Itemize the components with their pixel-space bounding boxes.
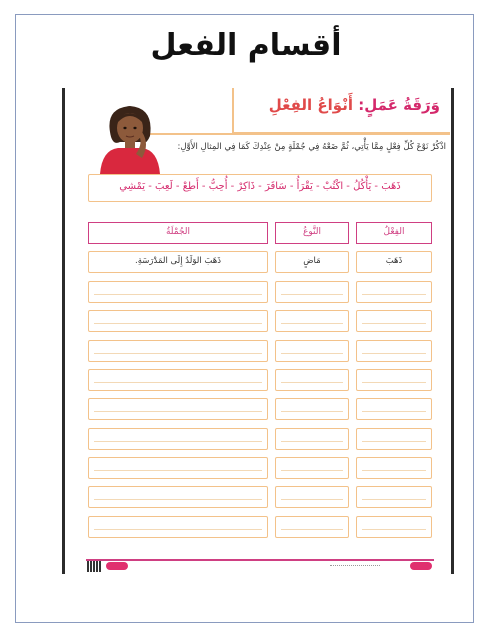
type-answer-cell[interactable] bbox=[275, 486, 349, 508]
sentence-answer-cell[interactable] bbox=[88, 398, 268, 420]
type-answer-cell[interactable] bbox=[275, 340, 349, 362]
verb-answer-cell[interactable] bbox=[356, 428, 432, 450]
footer-divider bbox=[86, 559, 434, 561]
instruction-text: اذْكُرْ نَوْعَ كُلِّ فِعْلٍ مِمَّا يَأْتِي، ثُمَّ ضَعْهُ فِي جُمْلَةٍ مِنْ عِنْدِكَ كَمَا فِي المِثالِ الأَوَّلِ: bbox=[177, 142, 446, 152]
type-answer-cell[interactable] bbox=[275, 516, 349, 538]
header-verb: الفِعْلُ bbox=[356, 222, 432, 244]
example-sentence: ذَهَبَ الوَلَدُ إِلَى المَدْرَسَةِ. bbox=[135, 256, 221, 266]
sentence-answer-cell[interactable] bbox=[88, 369, 268, 391]
verb-list-box bbox=[88, 174, 432, 202]
type-answer-cell[interactable] bbox=[275, 310, 349, 332]
example-verb: ذَهَبَ bbox=[385, 256, 403, 266]
worksheet-title-prefix: وَرَقَةُ عَمَلٍ: bbox=[358, 96, 440, 114]
sentence-answer-cell[interactable] bbox=[88, 340, 268, 362]
verb-answer-cell[interactable] bbox=[356, 281, 432, 303]
qr-code-icon bbox=[87, 561, 101, 572]
verb-list: ذَهَبَ - يَأْكُلُ - اكْتُبْ - يَقْرَأُ - سَافَرَ - ذَاكِرْ - أُحِبُّ - أَطِعْ - لَعِبَ - يَمْشِي bbox=[119, 181, 401, 192]
verb-answer-cell[interactable] bbox=[356, 340, 432, 362]
sentence-answer-cell[interactable] bbox=[88, 310, 268, 332]
worksheet-title bbox=[240, 96, 440, 114]
header-type: النَّوعُ bbox=[275, 222, 349, 244]
header-underline bbox=[147, 133, 450, 135]
sentence-answer-cell[interactable] bbox=[88, 457, 268, 479]
header-sentence: الجُمْلَةُ bbox=[88, 222, 268, 244]
type-answer-cell[interactable] bbox=[275, 369, 349, 391]
type-answer-cell[interactable] bbox=[275, 281, 349, 303]
type-answer-cell[interactable] bbox=[275, 398, 349, 420]
sentence-answer-cell[interactable] bbox=[88, 516, 268, 538]
worksheet-left-edge bbox=[62, 88, 65, 574]
worksheet-right-edge bbox=[451, 88, 454, 574]
type-answer-cell[interactable] bbox=[275, 457, 349, 479]
verb-answer-cell[interactable] bbox=[356, 457, 432, 479]
publisher-logo-left bbox=[106, 562, 128, 570]
sentence-answer-cell[interactable] bbox=[88, 428, 268, 450]
verb-answer-cell[interactable] bbox=[356, 310, 432, 332]
worksheet-title-main: أَنْوَاعُ الفِعْلِ bbox=[268, 96, 353, 114]
example-type: مَاضٍ bbox=[303, 256, 321, 266]
sentence-answer-cell[interactable] bbox=[88, 281, 268, 303]
example-type-cell bbox=[275, 251, 349, 273]
example-verb-cell bbox=[356, 251, 432, 273]
verb-answer-cell[interactable] bbox=[356, 516, 432, 538]
page-title: أقسام الفعل bbox=[150, 28, 342, 63]
sentence-answer-cell[interactable] bbox=[88, 486, 268, 508]
type-answer-cell[interactable] bbox=[275, 428, 349, 450]
verb-answer-cell[interactable] bbox=[356, 398, 432, 420]
example-sentence-cell bbox=[88, 251, 268, 273]
girl-illustration bbox=[96, 102, 164, 174]
verb-answer-cell[interactable] bbox=[356, 486, 432, 508]
footer-dots bbox=[330, 565, 380, 568]
publisher-logo-right bbox=[410, 562, 432, 570]
verb-answer-cell[interactable] bbox=[356, 369, 432, 391]
